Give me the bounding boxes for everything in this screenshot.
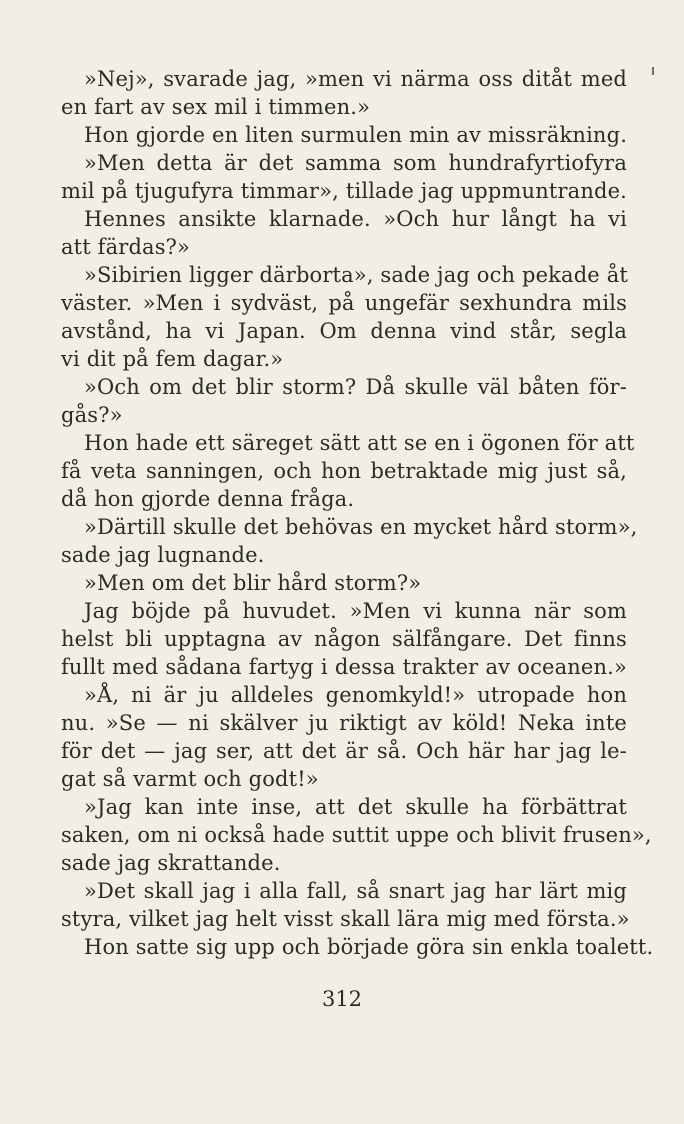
- text-line: »Å, ni är ju alldeles genomkyld!» utropade hon: [84, 683, 627, 707]
- text-line: väster. »Men i sydväst, på ungefär sexhundra mils: [61, 291, 627, 315]
- print-speck: [652, 67, 654, 75]
- text-line: vi dit på fem dagar.»: [61, 347, 284, 371]
- text-line: Hon hade ett säreget sätt att se en i ögonen för att: [84, 431, 635, 455]
- page-number: 312: [321, 987, 363, 1011]
- text-line: avstånd, ha vi Japan. Om denna vind står, segla: [61, 319, 627, 343]
- text-line: få veta sanningen, och hon betraktade mig just så,: [61, 459, 627, 483]
- text-line: gås?»: [61, 403, 123, 427]
- text-line: »Jag kan inte inse, att det skulle ha förbättrat: [84, 795, 627, 819]
- text-line: Jag böjde på huvudet. »Men vi kunna när som: [84, 599, 627, 623]
- text-line: sade jag lugnande.: [61, 543, 265, 567]
- text-line: »Det skall jag i alla fall, så snart jag har lärt mig: [84, 879, 627, 903]
- text-line: en fart av sex mil i timmen.»: [61, 95, 371, 119]
- text-line: då hon gjorde denna fråga.: [61, 487, 355, 511]
- text-line: Hennes ansikte klarnade. »Och hur långt ha vi: [84, 207, 627, 231]
- text-line: helst bli upptagna av någon sälfångare. Det finns: [61, 627, 627, 651]
- text-line: »Men om det blir hård storm?»: [84, 571, 422, 595]
- text-line: mil på tjugufyra timmar», tillade jag uppmuntrande.: [61, 179, 627, 203]
- text-line: gat så varmt och godt!»: [61, 767, 319, 791]
- text-line: »Men detta är det samma som hundrafyrtiofyra: [84, 151, 627, 175]
- text-line: styra, vilket jag helt visst skall lära mig med första.»: [61, 907, 630, 931]
- text-line: sade jag skrattande.: [61, 851, 281, 875]
- text-line: nu. »Se — ni skälver ju riktigt av köld! Neka inte: [61, 711, 627, 735]
- text-line: »Och om det blir storm? Då skulle väl båten för-: [84, 375, 627, 399]
- text-line: att färdas?»: [61, 235, 191, 259]
- text-line: för det — jag ser, att det är så. Och här har jag le-: [61, 739, 627, 763]
- text-line: fullt med sådana fartyg i dessa trakter av oceanen.»: [61, 655, 627, 679]
- text-line: »Därtill skulle det behövas en mycket hård storm»,: [84, 515, 638, 539]
- text-line: Hon gjorde en liten surmulen min av missräkning.: [84, 123, 628, 147]
- text-line: »Nej», svarade jag, »men vi närma oss ditåt med: [84, 67, 627, 91]
- text-line: saken, om ni också hade suttit uppe och blivit frusen»,: [61, 823, 652, 847]
- text-line: »Sibirien ligger därborta», sade jag och pekade åt: [84, 263, 628, 287]
- text-line: Hon satte sig upp och började göra sin enkla toalett.: [84, 935, 654, 959]
